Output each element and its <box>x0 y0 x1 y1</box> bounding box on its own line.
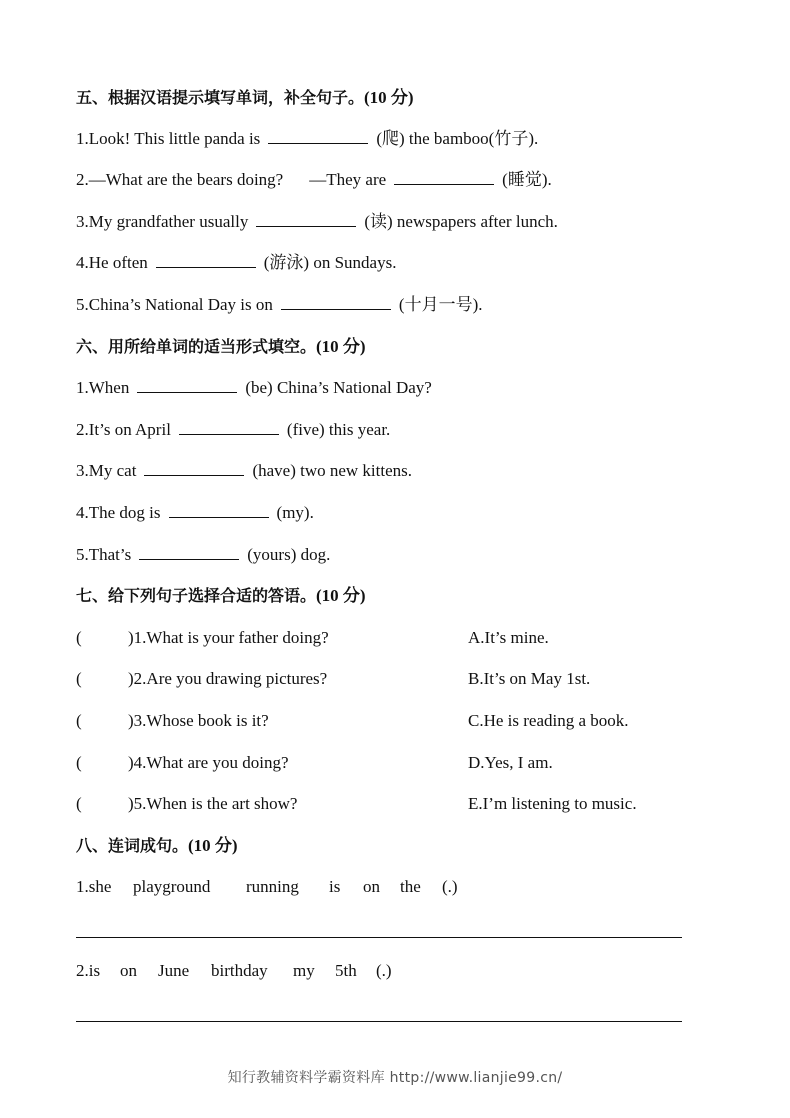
s5-question-3: 3.My grandfather usually (读) newspapers after lunch. <box>76 212 558 231</box>
answer-blank[interactable] <box>156 251 256 268</box>
answer-blank[interactable] <box>394 168 494 185</box>
s5-question-1: 1.Look! This little panda is (爬) the bamboo(竹子). <box>76 129 539 148</box>
section-7-heading: 七、给下列句子选择合适的答语。(10 分) <box>76 586 366 605</box>
answer-bracket[interactable]: ( <box>76 669 82 688</box>
answer-line[interactable] <box>76 1021 682 1022</box>
section-8-heading: 八、连词成句。(10 分) <box>76 836 238 855</box>
s6-question-4: 4.The dog is (my). <box>76 503 314 522</box>
s5-question-5: 5.China’s National Day is on (十月一号). <box>76 295 483 314</box>
answer-blank[interactable] <box>137 376 237 393</box>
s5-question-2: 2.—What are the bears doing? —They are (睡觉). <box>76 170 552 189</box>
answer-bracket[interactable]: ( <box>76 711 82 730</box>
s8-question-2: 2.is on June birthday my 5th (.) <box>76 961 392 980</box>
section-6-heading: 六、用所给单词的适当形式填空。(10 分) <box>76 337 366 356</box>
section-5-heading: 五、根据汉语提示填写单词，补全句子。(10 分) <box>76 88 414 107</box>
answer-blank[interactable] <box>281 293 391 310</box>
answer-bracket[interactable]: ( <box>76 794 82 813</box>
answer-bracket[interactable]: ( <box>76 753 82 772</box>
answer-blank[interactable] <box>169 501 269 518</box>
answer-blank[interactable] <box>179 418 279 435</box>
answer-line[interactable] <box>76 937 682 938</box>
answer-bracket[interactable]: ( <box>76 628 82 647</box>
answer-blank[interactable] <box>144 459 244 476</box>
s8-question-1: 1.she playground running is on the (.) <box>76 877 458 896</box>
s6-question-3: 3.My cat (have) two new kittens. <box>76 461 413 480</box>
s5-question-4: 4.He often (游泳) on Sundays. <box>76 253 397 272</box>
footer-watermark: 知行教辅资料学霸资料库 http://www.lianjie99.cn/ <box>227 1070 563 1086</box>
s6-question-1: 1.When (be) China’s National Day? <box>76 378 432 397</box>
s6-question-5: 5.That’s (yours) dog. <box>76 545 331 564</box>
s6-question-2: 2.It’s on April (five) this year. <box>76 420 391 439</box>
answer-blank[interactable] <box>268 127 368 144</box>
answer-blank[interactable] <box>139 543 239 560</box>
answer-blank[interactable] <box>256 210 356 227</box>
